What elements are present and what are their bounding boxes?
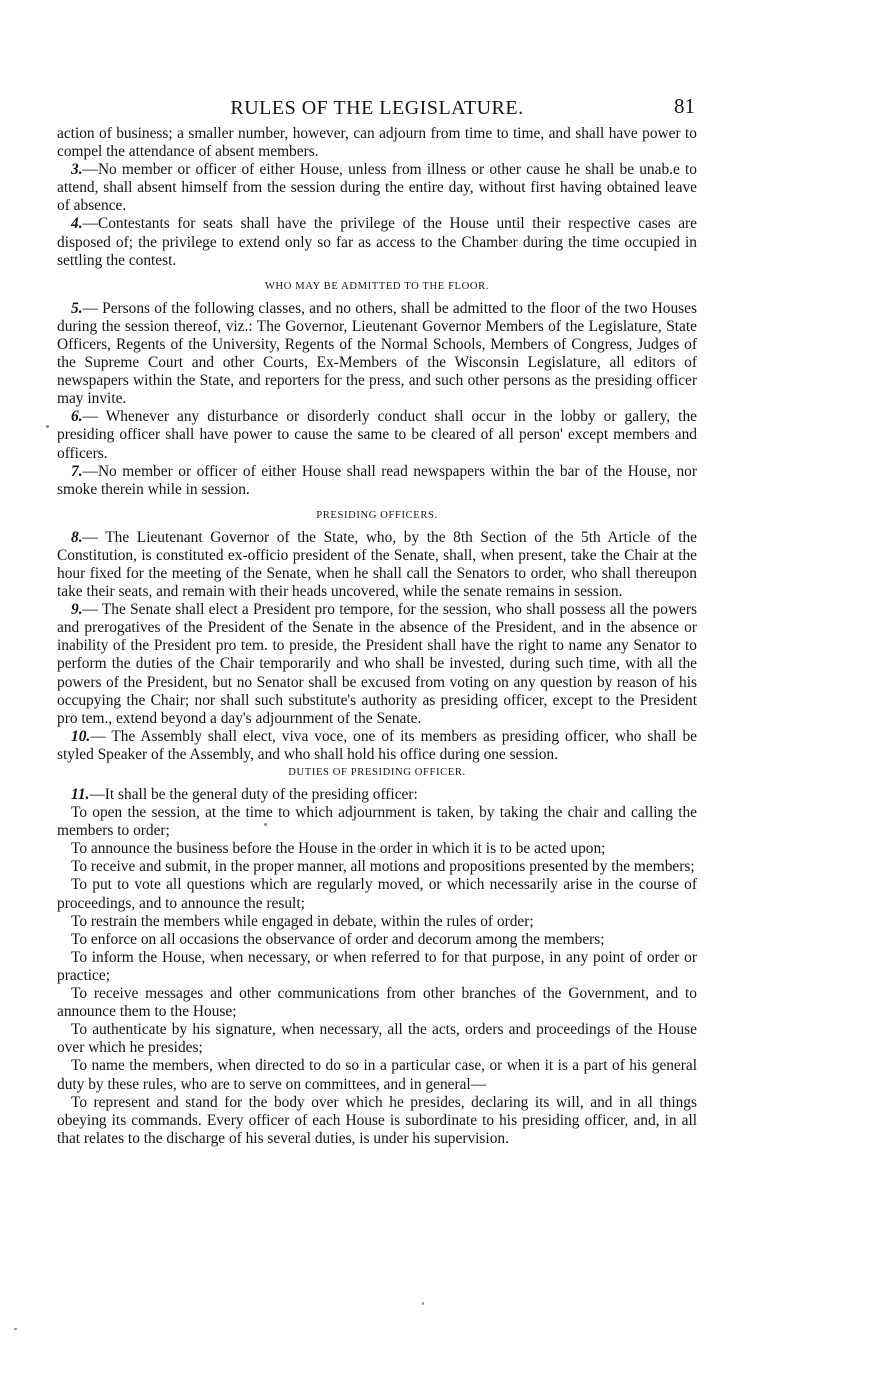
rule-text: — Whenever any disturbance or disorderly conduct shall occur in the lobby or gallery, the presiding officer shall have power to cause the same to be cleared of all person' except members and officers.: [57, 408, 697, 462]
running-header: [57, 95, 697, 125]
paper-speck: [422, 1302, 424, 1305]
section-heading-floor: WHO MAY BE ADMITTED TO THE FLOOR.: [264, 280, 490, 292]
document-page: [57, 95, 697, 1148]
page-title: RULES OF THE LEGISLATURE.: [230, 97, 524, 119]
rule-text: —It shall be the general duty of the presiding officer:: [89, 786, 418, 803]
paper-speck: [14, 1328, 17, 1330]
rule-9: [57, 601, 697, 728]
rule-4: [57, 215, 697, 269]
duty-item: To represent and stand for the body over which he presides, declaring its will, and in all things obeying its commands. Every officer of each House is subordinate to his presiding officer, and, in all that relates to the discharge of his several duties, is under his supervision.: [57, 1093, 697, 1147]
duty-item: To open the session, at the time to which adjournment is taken, by taking the chair and calling the members to order;: [57, 804, 697, 840]
paragraph-continuation: action of business; a smaller number, however, can adjourn from time to time, and shall have power to compel the attendance of absent members.: [57, 125, 697, 161]
section-heading-duties: DUTIES OF PRESIDING OFFICER.: [288, 767, 466, 778]
duty-item: To announce the business before the House in the order in which it is to be acted upon;: [71, 840, 606, 858]
rule-5: [57, 300, 697, 409]
duty-item: To restrain the members while engaged in debate, within the rules of order;: [71, 912, 534, 930]
rule-3: [57, 161, 697, 215]
rule-text: —No member or officer of either House shall read newspapers within the bar of the House, nor smoke therein while in session.: [57, 462, 697, 498]
rule-text: — The Lieutenant Governor of the State, who, by the 8th Section of the 5th Article of the Constitution, is constituted ex-officio president of the Senate, shall, when present, take the Chair at the hour fixed for the meeting of the Senate, when he shall call the Senators to order, who shall thereupon take their seats, and remain with their heads uncovered, while the senate remains in session.: [57, 528, 697, 601]
rule-number: 11.: [71, 786, 90, 803]
duty-item: To enforce on all occasions the observance of order and decorum among the members;: [71, 930, 605, 948]
rule-text: — The Senate shall elect a President pro tempore, for the session, who shall possess all the powers and prerogatives of the President of the Senate in the absence of the President, and in the absence or inability of the President pro tem. to preside, the President shall have the right to name any Senator to perform the duties of the Chair temporarily and who shall be invested, during such time, with all the powers of the President, but no Senator shall be excused from voting on any question by reason of his occupying the Chair; nor shall such substitute's authority as presiding officer, except to the President pro tem., extend beyond a day's adjournment of the Senate.: [57, 601, 697, 727]
rule-11: [57, 786, 697, 804]
rule-text: — The Assembly shall elect, viva voce, one of its members as presiding officer, who shall be styled Speaker of the Assembly, and who shall hold his office during one session.: [57, 727, 697, 763]
rule-number: 5.: [71, 299, 83, 317]
rule-number: 4.: [71, 215, 83, 233]
duty-item: To inform the House, when necessary, or when referred to for that purpose, in any point of order or practice;: [57, 948, 697, 984]
rule-text: —Contestants for seats shall have the privilege of the House until their respective cases are disposed of; the privilege to extend only so far as access to the Chamber during the time occupied in settling the contest.: [57, 215, 697, 269]
rule-number: 9.: [71, 601, 83, 619]
rule-number: 8.: [71, 528, 83, 546]
rule-8: [57, 529, 697, 601]
rule-number: 3.: [71, 161, 83, 179]
rule-text: — Persons of the following classes, and no others, shall be admitted to the floor of the two Houses during the session thereof, viz.: The Governor, Lieutenant Governor Members of the Legislature, State Officers, Regents of the University, Regents of the Normal Schools, Members of Congress, Judges of the Supreme Court and other Courts, Ex-Members of the Wisconsin Legislature, all editors of newspapers within the State, and reporters for the press, and such other persons as the presiding officer may invite.: [57, 299, 697, 408]
rule-number: 6.: [71, 408, 83, 426]
duty-item: To receive messages and other communications from other branches of the Government, and to announce them to the House;: [57, 985, 697, 1021]
duty-item: To receive and submit, in the proper manner, all motions and propositions presented by the members;: [71, 858, 695, 876]
duty-item: To name the members, when directed to do so in a particular case, or when it is a part of his general duty by these rules, who are to serve on committees, and in general—: [57, 1057, 697, 1093]
rule-10: [57, 728, 697, 764]
duty-item: To authenticate by his signature, when necessary, all the acts, orders and proceedings of the House over which he presides;: [57, 1021, 697, 1057]
paper-speck: [264, 823, 267, 826]
rule-6: [57, 408, 697, 462]
section-heading-presiding-officers: PRESIDING OFFICERS.: [316, 509, 438, 521]
rule-number: 7.: [71, 462, 83, 480]
rule-7: [57, 463, 697, 499]
rule-number: 10.: [71, 727, 91, 745]
rule-text: —No member or officer of either House, unless from illness or other cause he shall be unab.e to attend, shall absent himself from the session during the entire day, without first having obtained leave of absence.: [57, 161, 697, 215]
page-number: 81: [674, 94, 695, 118]
paper-speck: [46, 425, 49, 428]
duty-item: To put to vote all questions which are regularly moved, or which necessarily arise in the course of proceedings, and to announce the result;: [57, 876, 697, 912]
